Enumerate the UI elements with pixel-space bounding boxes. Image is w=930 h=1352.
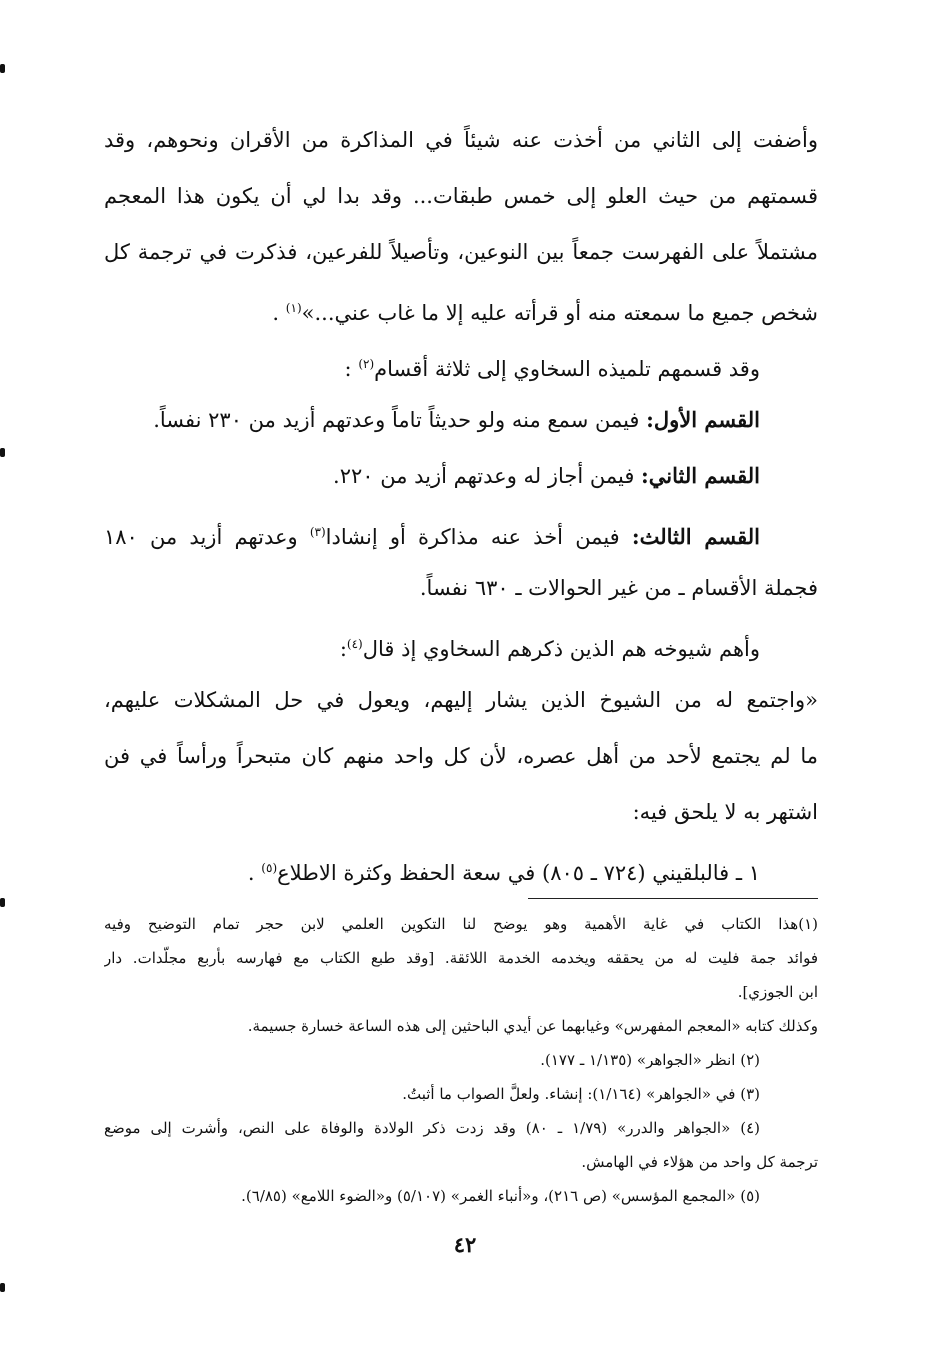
footnote-1-line-3: ابن الجوزي].	[737, 983, 818, 1001]
total-line: فجملة الأقسام ـ من غير الحوالات ـ ٦٣٠ نفساً.	[419, 576, 818, 600]
page-content	[104, 112, 818, 1213]
section-1-text: فيمن سمع منه ولو حديثاً تاماً وعدتهم أزيد من ٢٣٠ نفساً.	[153, 408, 647, 432]
sheikhs-line	[104, 616, 818, 672]
footnote-separator	[528, 898, 818, 899]
intro-text: وقد قسمهم تلميذه السخاوي إلى ثلاثة أقسام	[374, 357, 760, 381]
body-line-4-end: .	[272, 301, 280, 325]
section-2	[104, 448, 818, 504]
footnote-5: (٥) «المجمع المؤسس» (ص ٢١٦)، و«أنباء الغمر» (٥/١٠٧) و«الضوء اللامع» (٦/٨٥).	[241, 1187, 760, 1205]
section-2-label: القسم الثاني:	[641, 463, 760, 488]
footnote-ref-1[interactable]: (١)	[285, 301, 302, 315]
list-item-1-text: ١ ـ فالبلقيني (٧٢٤ ـ ٨٠٥) في سعة الحفظ وكثرة الاطلاع	[277, 861, 760, 885]
list-item-1	[104, 840, 818, 896]
footnote-1-extra: وكذلك كتابه «المعجم المفهرس» وغيابهما عن أيدي الباحثين إلى هذه الساعة خسارة جسيمة.	[247, 1017, 818, 1035]
body-line-4	[104, 280, 818, 336]
section-2-text: فيمن أجاز له وعدتهم أزيد من ٢٢٠.	[333, 464, 642, 488]
page-number: ٤٢	[453, 1232, 477, 1257]
footnote-4-line-2: ترجمة كل واحد من هؤلاء في الهامش.	[581, 1153, 818, 1171]
sheikhs-end: :	[339, 637, 347, 661]
footnote-1-line-2: فوائد جمة فليت له من يحققه ويخدمه الخدمة اللائقة. [وقد طبع الكتاب مع فهارسه بأربع مجلّدات. دار	[104, 949, 818, 967]
scan-mark	[0, 1283, 5, 1292]
footnote-2: (٢) انظر «الجواهر» (١/١٣٥ ـ ١٧٧).	[540, 1051, 760, 1069]
footnote-ref-4[interactable]: (٤)	[346, 637, 363, 651]
scan-mark	[0, 64, 5, 73]
quote-line-2: ما لم يجتمع لأحد من أهل عصره، لأن كل واحد منهم كان متبحراً ورأساً في فن	[104, 744, 818, 768]
footnote-1-line-1: (١)هذا الكتاب في غاية الأهمية وهو يوضح لنا التكوين العلمي لابن حجر تمام التوضيح وفيه	[104, 915, 818, 933]
section-3	[104, 504, 818, 560]
section-1-label: القسم الأول:	[646, 407, 760, 432]
scan-mark	[0, 898, 5, 907]
quote-line-1: «واجتمع له من الشيوخ الذين يشار إليهم، ويعول في حل المشكلات عليهم،	[104, 688, 818, 712]
section-3-text-a: فيمن أخذ عنه مذاكرة أو إنشادا	[325, 525, 632, 549]
body-line-1: وأضفت إلى الثاني من أخذت عنه شيئاً في المذاكرة من الأقران ونحوهم، وقد	[104, 128, 818, 152]
footnote-4-line-1: (٤) «الجواهر والدرر» (١/٧٩ ـ ٨٠) وقد زدت ذكر الولادة والوفاة على النص، وأشرت إلى موضع	[104, 1119, 760, 1137]
footnote-ref-2[interactable]: (٢)	[358, 357, 375, 371]
body-line-3: مشتملاً على الفهرست جمعاً بين النوعين، وتأصيلاً للفرعين، فذكرت في ترجمة كل	[104, 240, 818, 264]
intro-line	[104, 336, 818, 392]
sheikhs-text: وأهم شيوخه هم الذين ذكرهم السخاوي إذ قال	[362, 637, 760, 661]
section-3-label: القسم الثالث:	[631, 524, 760, 549]
body-line-2: قسمتهم من حيث العلو إلى خمس طبقات... وقد بدا لي أن يكون هذا المعجم	[104, 184, 818, 208]
footnote-3: (٣) في «الجواهر» (١/١٦٤): إنشاء. ولعلَّ الصواب ما أثبتُ.	[402, 1085, 760, 1103]
quote-line-3: اشتهر به لا يلحق فيه:	[632, 800, 818, 824]
section-1	[104, 392, 818, 448]
list-item-1-end: .	[247, 861, 255, 885]
section-3-text-b: وعدتهم أزيد من ١٨٠	[104, 525, 310, 549]
footnotes	[104, 907, 818, 1213]
intro-end: :	[344, 357, 352, 381]
scan-mark	[0, 448, 5, 457]
footnote-ref-5[interactable]: (٥)	[261, 861, 278, 875]
footnote-ref-3[interactable]: (٣)	[309, 525, 326, 539]
body-line-4-text: شخص جميع ما سمعته منه أو قرأته عليه إلا ما غاب عني...»	[301, 301, 818, 325]
